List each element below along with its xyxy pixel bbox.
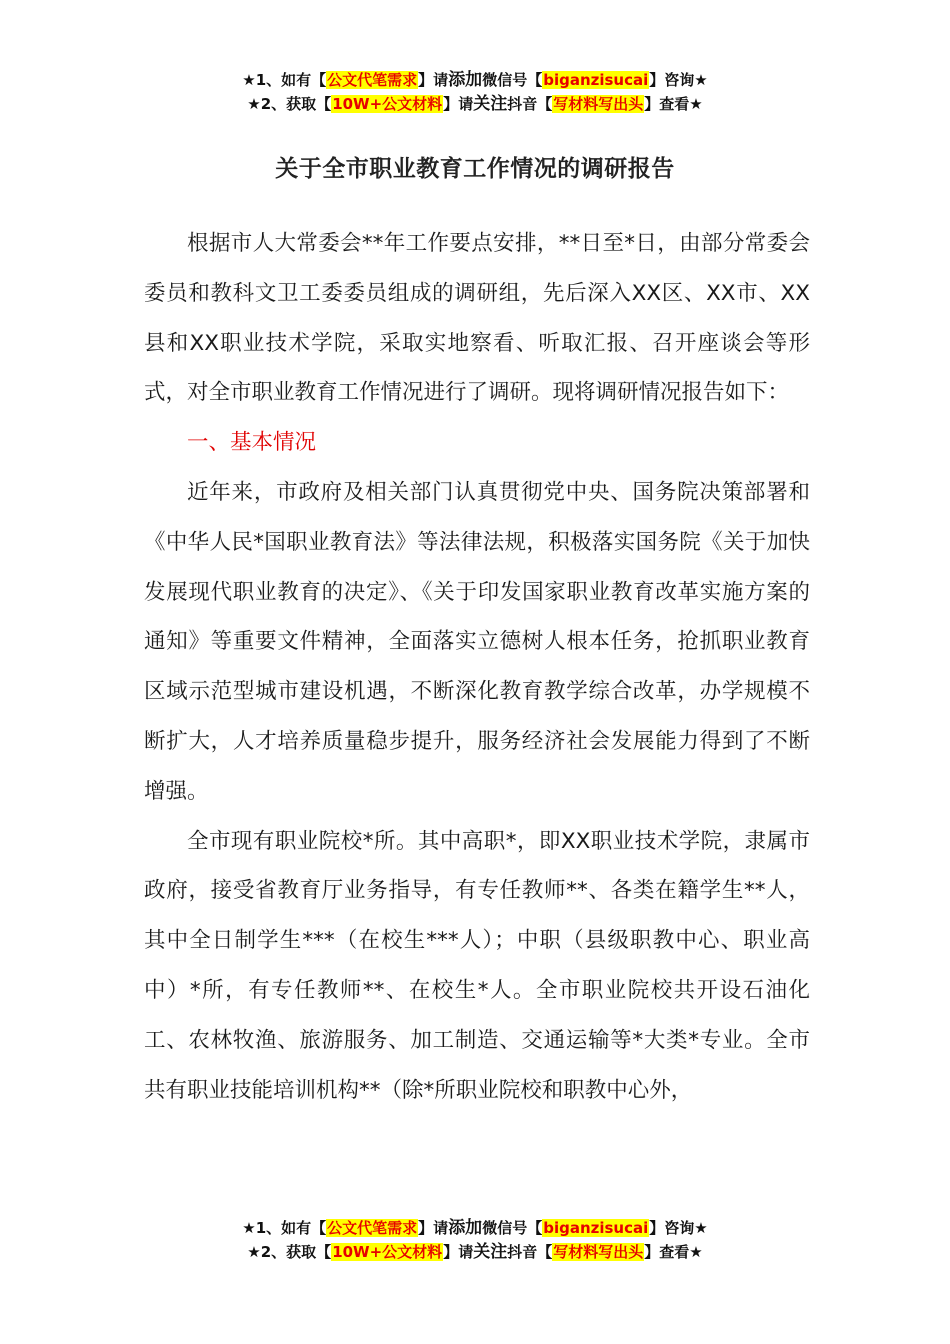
banner-text: 】咨询★	[649, 71, 708, 89]
banner-text: ★1、如有【	[242, 71, 327, 89]
banner-line-2	[0, 1240, 950, 1264]
highlight-douyin-account: 写材料写出头	[553, 95, 644, 113]
banner-text: 】咨询★	[649, 1219, 708, 1237]
highlight-wechat-id: biganzisucai	[543, 71, 649, 89]
body-paragraph: 根据市人大常委会**年工作要点安排，**日至*日，由部分常委会委员和教科文卫工委委员组成的调研组，先后深入XX区、XX市、XX县和XX职业技术学院，采取实地察看、听取汇报、召开座谈会等形式，对全市职业教育工作情况进行了调研。现将调研情况报告如下：	[144, 231, 810, 406]
banner-line-2	[0, 92, 950, 116]
banner-text: 】请	[443, 95, 474, 113]
banner-text: ★2、获取【	[247, 1243, 332, 1261]
document-body	[144, 219, 810, 1115]
banner-line-1	[0, 68, 950, 92]
highlight-service: 公文代笔需求	[327, 1219, 418, 1237]
footer-ad-banner	[0, 1216, 950, 1264]
banner-emphasis: 添加	[448, 70, 483, 90]
header-ad-banner	[0, 68, 950, 116]
banner-text: 】查看★	[644, 95, 703, 113]
banner-emphasis: 添加	[448, 1218, 483, 1238]
highlight-materials: 10W+公文材料	[332, 95, 443, 113]
banner-line-1	[0, 1216, 950, 1240]
section-heading: 一、基本情况	[187, 430, 317, 456]
highlight-wechat-id: biganzisucai	[543, 1219, 649, 1237]
body-paragraph: 全市现有职业院校*所。其中高职*，即XX职业技术学院，隶属市政府，接受省教育厅业务指导，有专任教师**、各类在籍学生**人，其中全日制学生***（在校生***人）；中职（县级职教中心、职业高中）*所，有专任教师**、在校生*人。全市职业院校共开设石油化工、农林牧渔、旅游服务、加工制造、交通运输等*大类*专业。全市共有职业技能培训机构**（除*所职业院校和职教中心外，	[144, 828, 810, 1103]
banner-text: 抖音【	[507, 1243, 553, 1261]
banner-text: ★2、获取【	[247, 95, 332, 113]
banner-text: 】查看★	[644, 1243, 703, 1261]
banner-emphasis: 关注	[473, 94, 508, 114]
banner-text: ★1、如有【	[242, 1219, 327, 1237]
highlight-douyin-account: 写材料写出头	[553, 1243, 644, 1261]
banner-text: 微信号【	[482, 71, 543, 89]
banner-text: 微信号【	[482, 1219, 543, 1237]
banner-text: 】请	[418, 1219, 449, 1237]
body-paragraph: 近年来，市政府及相关部门认真贯彻党中央、国务院决策部署和《中华人民*国职业教育法》等法律法规，积极落实国务院《关于加快发展现代职业教育的决定》、《关于印发国家职业教育改革实施方案的通知》等重要文件精神，全面落实立德树人根本任务，抢抓职业教育区域示范型城市建设机遇，不断深化教育教学综合改革，办学规模不断扩大，人才培养质量稳步提升，服务经济社会发展能力得到了不断增强。	[144, 479, 810, 804]
document-title: 关于全市职业教育工作情况的调研报告	[275, 156, 675, 182]
banner-text: 】请	[418, 71, 449, 89]
highlight-materials: 10W+公文材料	[332, 1243, 443, 1261]
banner-text: 抖音【	[507, 95, 553, 113]
highlight-service: 公文代笔需求	[327, 71, 418, 89]
banner-text: 】请	[443, 1243, 474, 1261]
banner-emphasis: 关注	[473, 1242, 508, 1262]
